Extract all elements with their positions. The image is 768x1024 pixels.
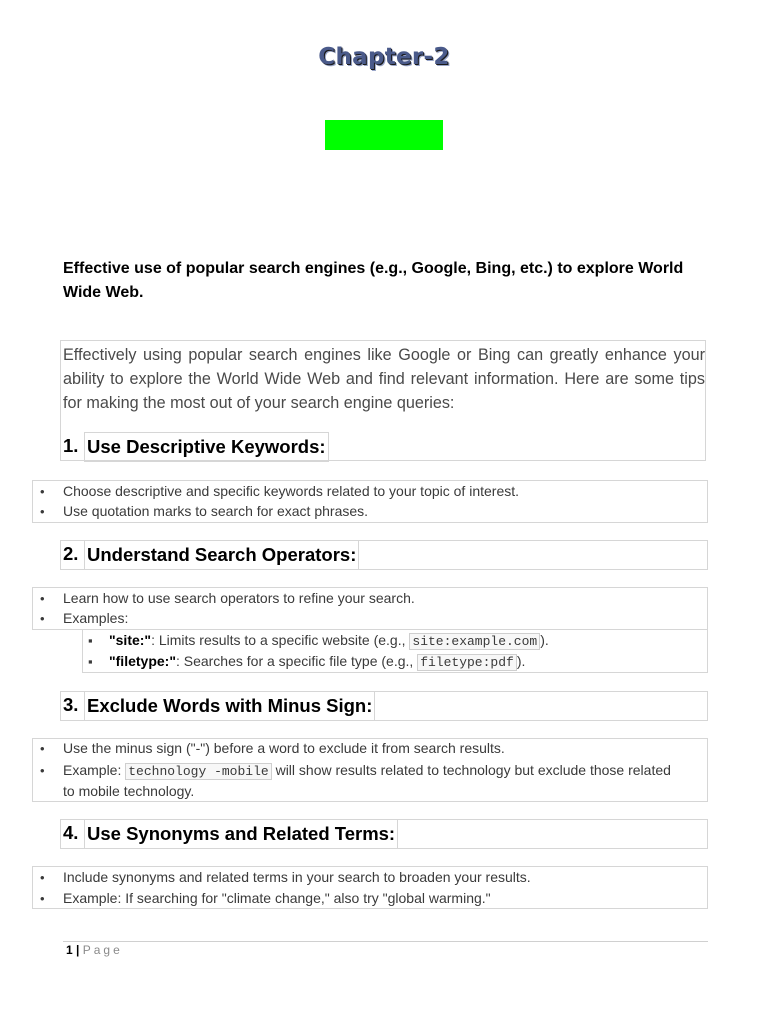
page-label: Page <box>82 943 123 957</box>
operator-code: site:example.com <box>409 633 540 650</box>
operator-term: "filetype:" <box>109 653 176 669</box>
section-heading: Effective use of popular search engines (e.g., Google, Bing, etc.) to explore World Wide Web. <box>63 260 684 301</box>
chapter-title: Chapter-2 <box>318 44 450 70</box>
heading-number: 4. <box>63 822 79 843</box>
heading-text: Exclude Words with Minus Sign: <box>84 691 375 721</box>
list-item <box>63 760 671 782</box>
heading-2 <box>60 540 708 570</box>
list-item: Use quotation marks to search for exact phrases. <box>63 503 369 519</box>
page-number: 1 <box>66 943 73 957</box>
heading-text: Understand Search Operators: <box>84 540 359 570</box>
list-item-continued: to mobile technology. <box>63 783 195 799</box>
list-item: Example: If searching for "climate change," also try "global warming." <box>63 890 491 906</box>
list-item: Choose descriptive and specific keywords related to your topic of interest. <box>63 483 520 499</box>
list-item: Examples: <box>63 610 129 626</box>
list-item: Use the minus sign ("-") before a word to exclude it from search results. <box>63 740 505 756</box>
heading-4 <box>60 819 708 849</box>
example-label: Example: <box>63 762 126 778</box>
footer-separator: | <box>72 943 83 957</box>
bullet: • <box>40 484 45 499</box>
bullet: ▪ <box>88 633 93 648</box>
bullet: • <box>40 891 45 906</box>
operator-end: ). <box>540 632 549 648</box>
heading-number: 3. <box>63 694 79 715</box>
operator-end: ). <box>516 653 526 669</box>
bullet: • <box>40 504 45 519</box>
bullet: • <box>40 611 45 626</box>
footer-divider <box>63 941 708 942</box>
example-code: technology -mobile <box>125 763 271 780</box>
operator-code: filetype:pdf <box>417 654 517 671</box>
bullet: • <box>40 741 45 756</box>
heading-3 <box>60 691 708 721</box>
heading-text: Use Synonyms and Related Terms: <box>84 819 398 849</box>
example-text: will show results related to technology but exclude those related <box>271 762 671 778</box>
list-item: Include synonyms and related terms in your search to broaden your results. <box>63 869 531 885</box>
heading-1 <box>60 432 708 462</box>
operator-desc: : Searches for a specific file type (e.g., <box>175 653 418 669</box>
sub-list-item <box>109 630 549 652</box>
bullet: ▪ <box>88 654 93 669</box>
heading-number: 2. <box>63 543 79 564</box>
operator-term: "site:" <box>109 632 152 648</box>
operator-desc: : Limits results to a specific website (e.g., <box>151 632 410 648</box>
bullet: • <box>40 870 45 885</box>
list-item: Learn how to use search operators to refine your search. <box>63 590 415 606</box>
sub-list-item <box>109 651 525 673</box>
bullet: • <box>40 591 45 606</box>
page-footer <box>66 943 123 957</box>
intro-paragraph: Effectively using popular search engines like Google or Bing can greatly enhance your ability to explore the World Wide Web and find relevant information. Here are some tips for making the most out of your search engine queries: <box>63 346 705 412</box>
heading-number: 1. <box>63 435 79 456</box>
heading-text: Use Descriptive Keywords: <box>84 432 329 462</box>
highlight-block <box>325 120 443 150</box>
bullet: • <box>40 763 45 778</box>
